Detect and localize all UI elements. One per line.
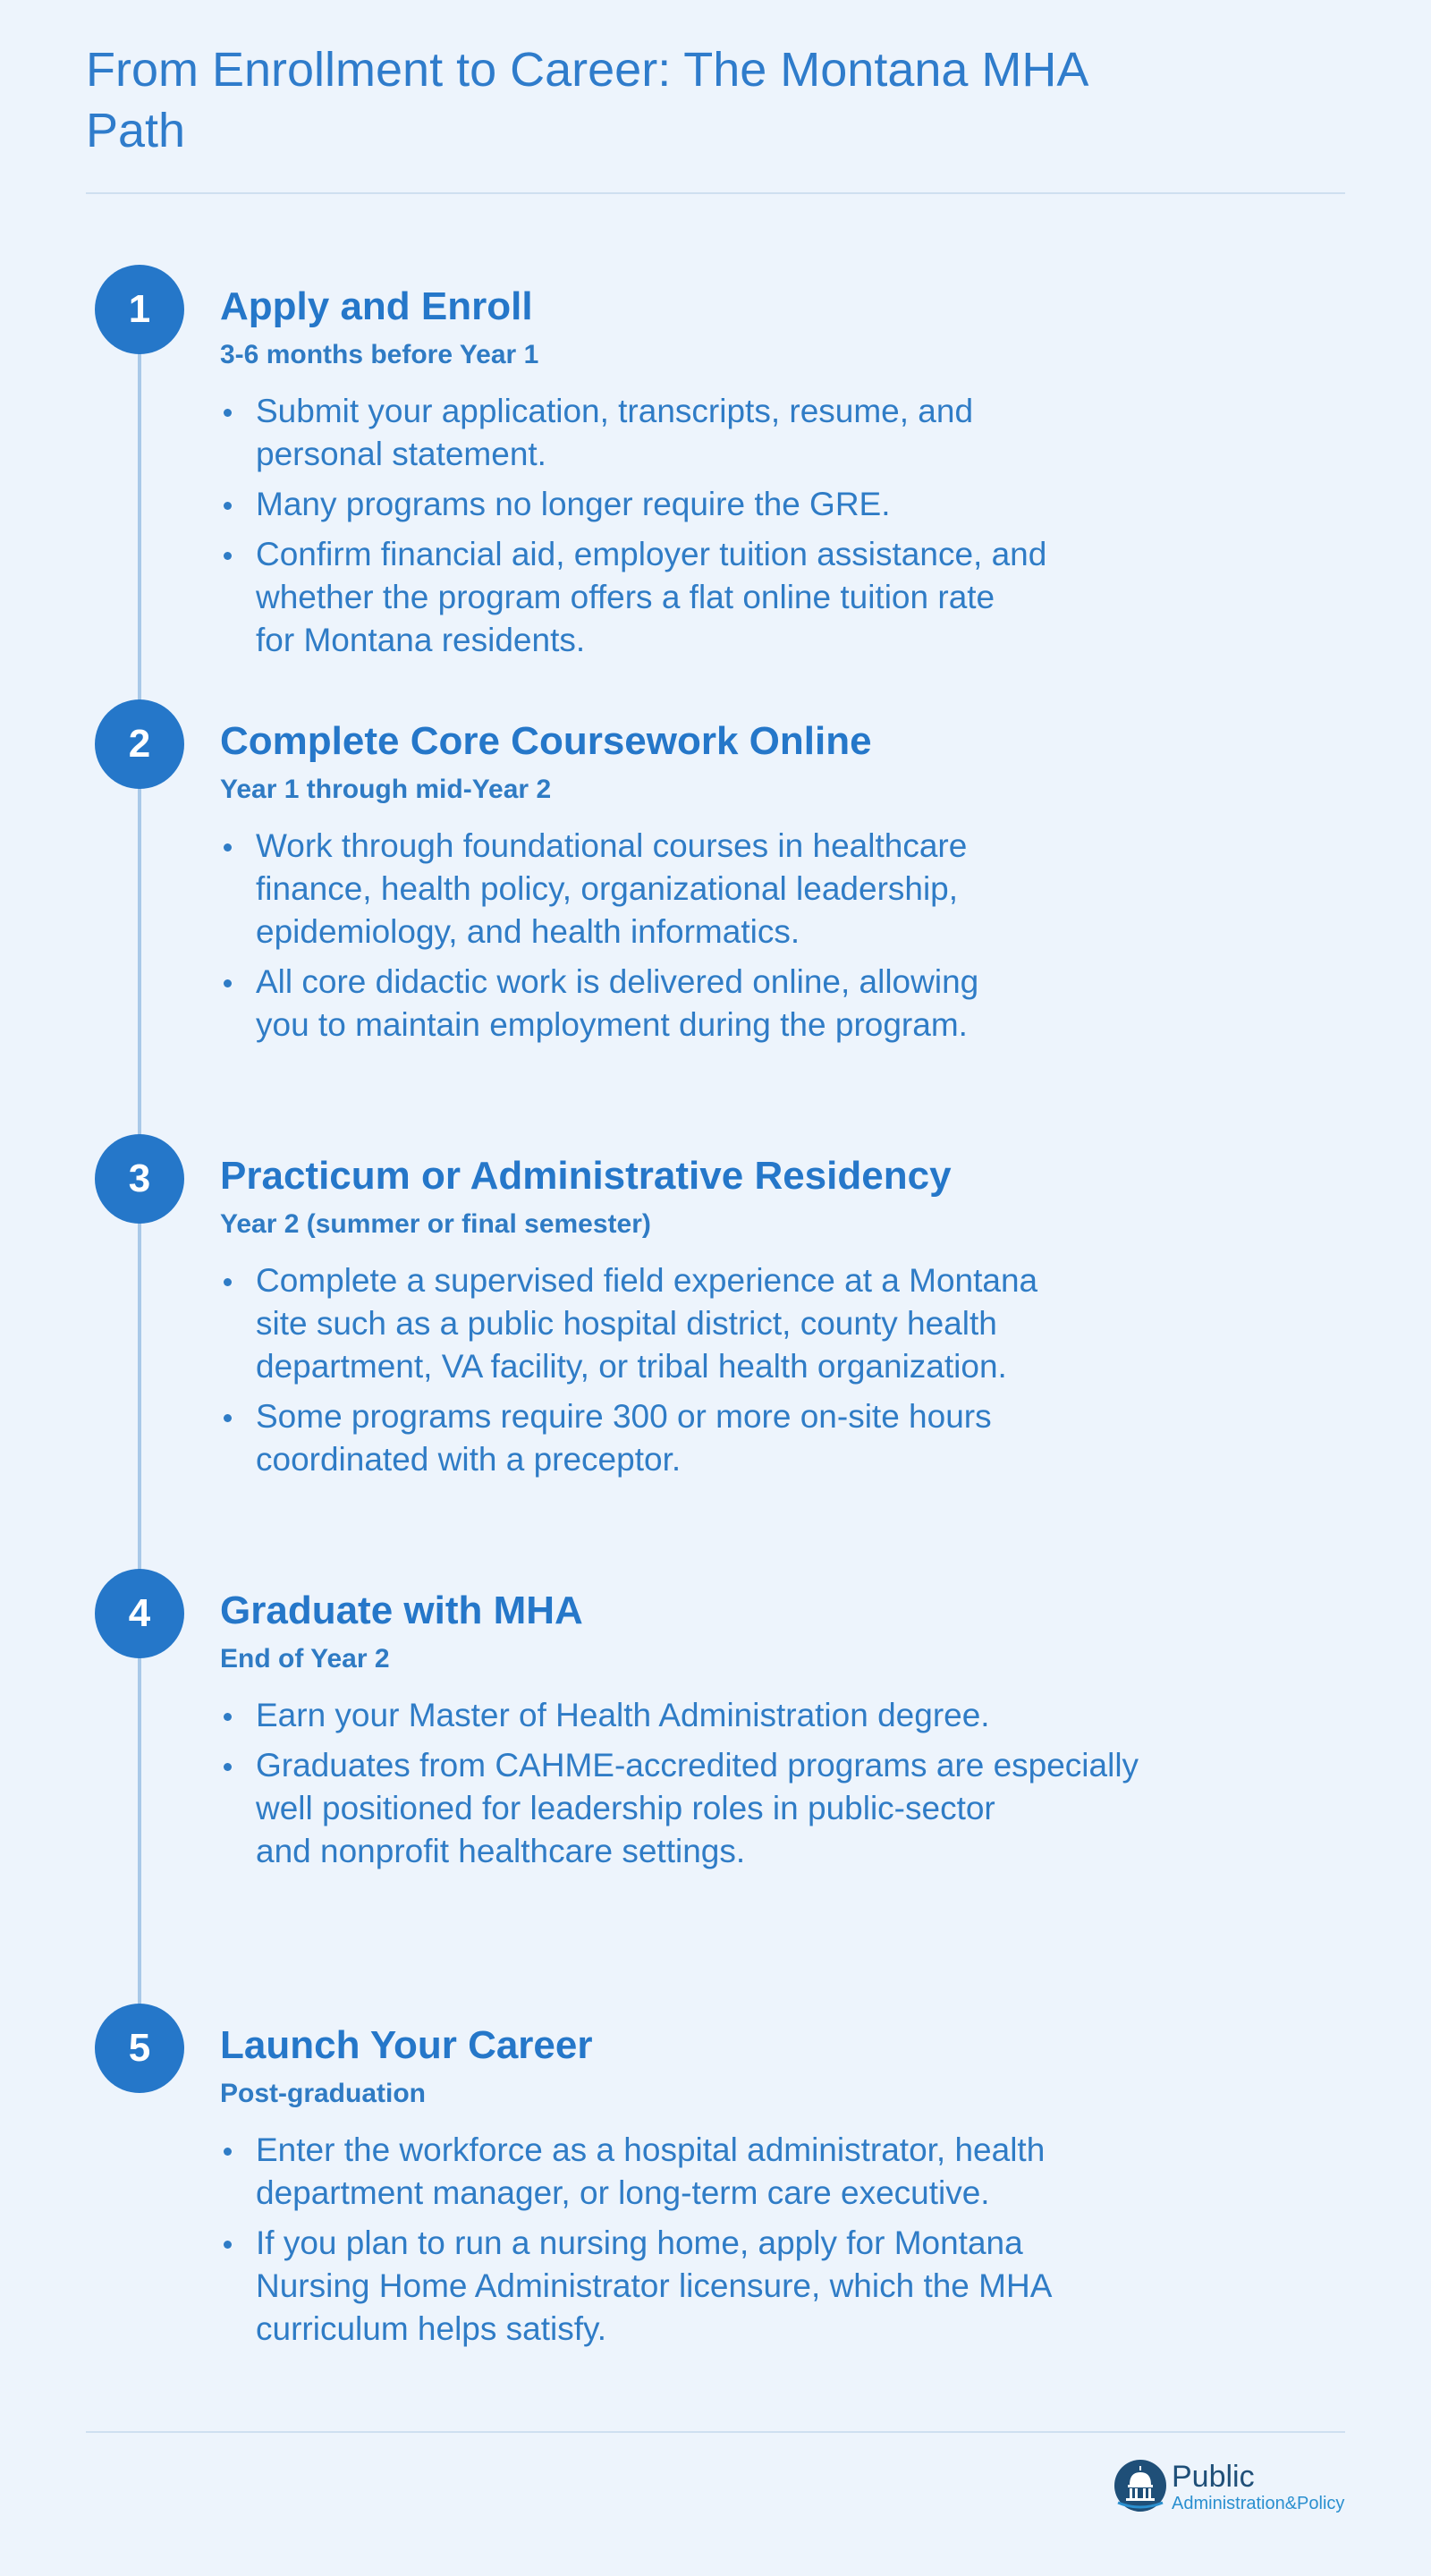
step-bullet: [220, 390, 1204, 476]
step-bullet-list: [220, 825, 1204, 1054]
step-bullet: [220, 1259, 1204, 1388]
bullet-line: personal statement.: [256, 436, 546, 472]
bullet-line: Some programs require 300 or more on-site hours: [256, 1398, 992, 1435]
bullet-line: you to maintain employment during the program.: [256, 1006, 968, 1043]
step-bullet-list: [220, 1259, 1204, 1488]
step-title: Complete Core Coursework Online: [220, 719, 872, 763]
page-title: From Enrollment to Career: The Montana MHA Path: [86, 43, 1087, 157]
bullet-line: Nursing Home Administrator licensure, which the MHA: [256, 2267, 1053, 2304]
bullet-line: Enter the workforce as a hospital administrator, health: [256, 2131, 1046, 2168]
bullet-line: department manager, or long-term care executive.: [256, 2174, 990, 2211]
step-timeframe: Post-graduation: [220, 2079, 426, 2108]
logo-text-primary: Public: [1172, 2460, 1255, 2494]
step-number-badge: 3: [95, 1134, 184, 1224]
step-bullet: [220, 1395, 1204, 1481]
bullet-line: Graduates from CAHME-accredited programs are especially: [256, 1747, 1139, 1784]
step-timeframe: End of Year 2: [220, 1644, 390, 1674]
bullet-line: Confirm financial aid, employer tuition assistance, and: [256, 536, 1047, 572]
footer-divider: [86, 2431, 1345, 2433]
step-number-badge: 2: [95, 699, 184, 789]
bullet-line: and nonprofit healthcare settings.: [256, 1833, 746, 1869]
step-bullet: [220, 2222, 1204, 2351]
bullet-line: finance, health policy, organizational leadership,: [256, 870, 959, 907]
bullet-line: site such as a public hospital district, county health: [256, 1305, 997, 1342]
capitol-dome-icon: [1113, 2458, 1168, 2513]
step-timeframe: 3-6 months before Year 1: [220, 340, 539, 369]
step-bullet-list: [220, 2129, 1204, 2358]
bullet-line: well positioned for leadership roles in public-sector: [256, 1790, 995, 1826]
bullet-line: coordinated with a preceptor.: [256, 1441, 682, 1478]
bullet-line: Work through foundational courses in healthcare: [256, 827, 968, 864]
step-title: Apply and Enroll: [220, 284, 533, 328]
bullet-line: whether the program offers a flat online tuition rate: [256, 579, 995, 615]
bullet-line: curriculum helps satisfy.: [256, 2310, 607, 2347]
step-title: Launch Your Career: [220, 2023, 593, 2067]
step-bullet: [220, 825, 1204, 953]
step-number-badge: 5: [95, 2004, 184, 2093]
bullet-line: Submit your application, transcripts, resume, and: [256, 393, 974, 429]
bullet-line: Earn your Master of Health Administration degree.: [256, 1697, 990, 1733]
step-bullet: [220, 2129, 1204, 2215]
step-bullet: [220, 1694, 1204, 1737]
step-title: Practicum or Administrative Residency: [220, 1154, 952, 1198]
publisher-logo: [1113, 2458, 1345, 2515]
step-bullet-list: [220, 1694, 1204, 1880]
step-number-badge: 4: [95, 1569, 184, 1658]
step-bullet: [220, 1744, 1204, 1873]
step-bullet-list: [220, 390, 1204, 669]
step-bullet: [220, 483, 1204, 526]
bullet-line: department, VA facility, or tribal health organization.: [256, 1348, 1007, 1385]
header-divider: [86, 192, 1345, 194]
bullet-line: All core didactic work is delivered online, allowing: [256, 963, 979, 1000]
bullet-line: Many programs no longer require the GRE.: [256, 486, 891, 522]
step-bullet: [220, 961, 1204, 1046]
bullet-line: epidemiology, and health informatics.: [256, 913, 800, 950]
step-title: Graduate with MHA: [220, 1589, 583, 1632]
bullet-line: Complete a supervised field experience at a Montana: [256, 1262, 1038, 1299]
step-timeframe: Year 1 through mid-Year 2: [220, 775, 552, 804]
step-timeframe: Year 2 (summer or final semester): [220, 1209, 651, 1239]
step-number-badge: 1: [95, 265, 184, 354]
logo-text-secondary: Administration&Policy: [1172, 2494, 1345, 2513]
bullet-line: for Montana residents.: [256, 622, 586, 658]
step-bullet: [220, 533, 1204, 662]
bullet-line: If you plan to run a nursing home, apply for Montana: [256, 2224, 1023, 2261]
